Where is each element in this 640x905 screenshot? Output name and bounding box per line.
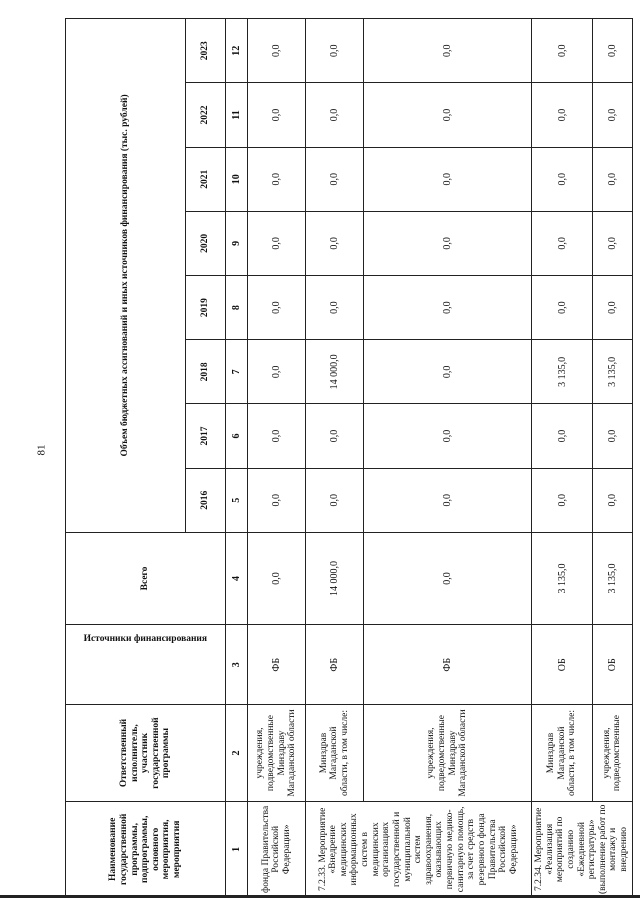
row-source: ФБ xyxy=(364,625,532,705)
row-year-value: 0,0 xyxy=(248,340,306,404)
row-name: фонда Правительства Российской Федерации» xyxy=(248,801,306,897)
row-name: 7.2.33. Мероприятие «Внедрение медицинских информационных систем в медицинских организациях государственной и муниципальной систем здравоохранения, оказывающих первичную медико-санитарную помощь, за счет средств резервного фонда Правительства Российской Федерации» xyxy=(306,801,532,897)
row-year-value: 0,0 xyxy=(248,404,306,468)
row-name: 7.2.34. Мероприятие «Реализация мероприятий по созданию «Ежедневной регистратуры» (выполнение работ по монтажу и внедрению xyxy=(532,801,633,897)
row-year-value: 0,0 xyxy=(532,147,593,211)
financing-table xyxy=(65,18,633,898)
row-total: 0,0 xyxy=(364,532,532,624)
row-executor: учреждения, подведомственные Минздраву Магаданской области xyxy=(364,705,532,801)
header-executor: Ответственный исполнитель, участник государственной программы xyxy=(66,705,226,801)
header-program-name: Наименование государственной программы, подпрограммы, основного мероприятия, мероприятия xyxy=(66,801,226,897)
year-header: 2017 xyxy=(186,404,226,468)
row-year-value: 0,0 xyxy=(248,147,306,211)
table-row xyxy=(593,19,632,898)
column-number: 10 xyxy=(226,147,248,211)
row-source: ОБ xyxy=(532,625,593,705)
row-year-value: 0,0 xyxy=(248,468,306,532)
row-year-value: 0,0 xyxy=(364,468,532,532)
column-number: 1 xyxy=(226,801,248,897)
column-number: 8 xyxy=(226,276,248,340)
column-number: 11 xyxy=(226,83,248,147)
row-total: 0,0 xyxy=(248,532,306,624)
row-year-value: 0,0 xyxy=(532,276,593,340)
row-executor: учреждения, подведомственные xyxy=(593,705,632,801)
row-year-value: 0,0 xyxy=(364,147,532,211)
row-year-value: 0,0 xyxy=(306,468,364,532)
row-year-value: 0,0 xyxy=(532,404,593,468)
year-header: 2023 xyxy=(186,19,226,83)
column-number: 4 xyxy=(226,532,248,624)
year-header: 2020 xyxy=(186,211,226,275)
row-executor: учреждения, подведомственные Минздраву Магаданской области xyxy=(248,705,306,801)
row-year-value: 0,0 xyxy=(306,147,364,211)
row-year-value: 0,0 xyxy=(306,211,364,275)
row-year-value: 0,0 xyxy=(593,19,632,83)
row-year-value: 3 135,0 xyxy=(532,340,593,404)
year-header: 2022 xyxy=(186,83,226,147)
row-source: ФБ xyxy=(248,625,306,705)
row-source: ФБ xyxy=(306,625,364,705)
table-row xyxy=(532,19,593,898)
row-total: 3 135,0 xyxy=(593,532,632,624)
row-year-value: 0,0 xyxy=(306,19,364,83)
rotated-table-container xyxy=(65,18,629,898)
header-source xyxy=(66,625,226,705)
row-year-value: 3 135,0 xyxy=(593,340,632,404)
page-number: 81 xyxy=(35,444,48,456)
column-number: 12 xyxy=(226,19,248,83)
row-year-value: 0,0 xyxy=(364,19,532,83)
row-year-value: 0,0 xyxy=(306,404,364,468)
column-number: 6 xyxy=(226,404,248,468)
row-year-value: 0,0 xyxy=(364,211,532,275)
row-year-value: 0,0 xyxy=(306,83,364,147)
row-year-value: 0,0 xyxy=(532,211,593,275)
table-row xyxy=(248,19,306,898)
page-bottom-rule xyxy=(0,895,640,898)
row-year-value: 0,0 xyxy=(248,211,306,275)
row-year-value: 0,0 xyxy=(532,468,593,532)
row-year-value: 0,0 xyxy=(593,404,632,468)
year-header: 2016 xyxy=(186,468,226,532)
row-year-value: 14 000,0 xyxy=(306,340,364,404)
row-year-value: 0,0 xyxy=(364,83,532,147)
row-year-value: 0,0 xyxy=(364,404,532,468)
row-year-value: 0,0 xyxy=(248,276,306,340)
row-executor: Минздрав Магаданской области, в том числе: xyxy=(532,705,593,801)
row-year-value: 0,0 xyxy=(364,340,532,404)
row-year-value: 0,0 xyxy=(593,468,632,532)
row-total: 14 000,0 xyxy=(306,532,364,624)
year-header: 2018 xyxy=(186,340,226,404)
row-year-value: 0,0 xyxy=(593,211,632,275)
header-group: Объем бюджетных ассигнований и иных источников финансирования (тыс. рублей) xyxy=(66,19,186,533)
row-year-value: 0,0 xyxy=(593,276,632,340)
row-year-value: 0,0 xyxy=(306,276,364,340)
column-number: 9 xyxy=(226,211,248,275)
row-source: ОБ xyxy=(593,625,632,705)
row-year-value: 0,0 xyxy=(248,83,306,147)
table-row xyxy=(364,19,532,898)
row-year-value: 0,0 xyxy=(593,147,632,211)
row-year-value: 0,0 xyxy=(248,19,306,83)
year-header: 2019 xyxy=(186,276,226,340)
column-number: 3 xyxy=(226,625,248,705)
row-year-value: 0,0 xyxy=(532,19,593,83)
row-total: 3 135,0 xyxy=(532,532,593,624)
row-year-value: 0,0 xyxy=(593,83,632,147)
column-number: 2 xyxy=(226,705,248,801)
column-number: 7 xyxy=(226,340,248,404)
year-header: 2021 xyxy=(186,147,226,211)
column-number: 5 xyxy=(226,468,248,532)
row-executor: Минздрав Магаданской области, в том числе: xyxy=(306,705,364,801)
header-total: Всего xyxy=(66,532,226,624)
row-year-value: 0,0 xyxy=(532,83,593,147)
header-source-text: Источники финансирования xyxy=(83,634,208,645)
row-year-value: 0,0 xyxy=(364,276,532,340)
table-row xyxy=(306,19,364,898)
